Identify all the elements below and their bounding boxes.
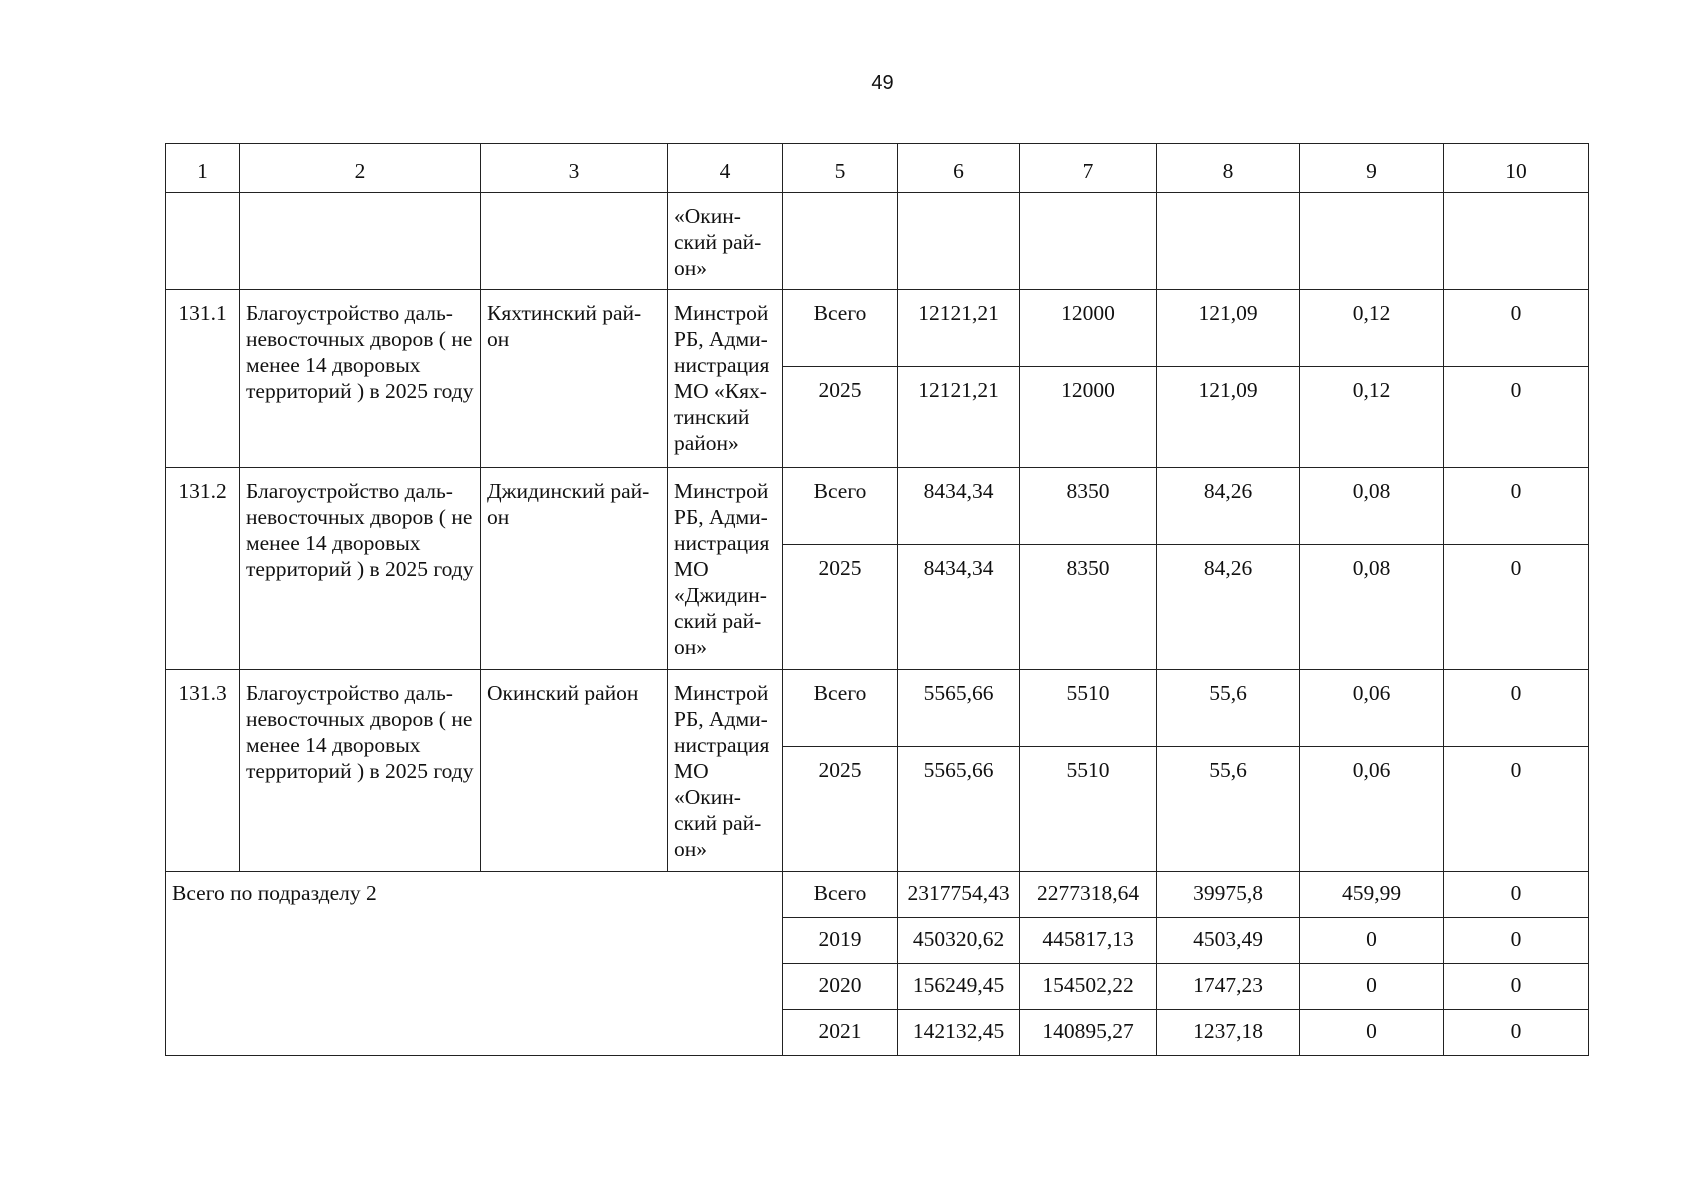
value-cell: 12000	[1020, 290, 1157, 367]
value-cell: 2277318,64	[1020, 872, 1157, 918]
table-row	[166, 468, 1589, 545]
value-cell: 0	[1444, 290, 1589, 367]
period-cell: 2021	[783, 1010, 898, 1056]
value-cell: 445817,13	[1020, 918, 1157, 964]
empty-cell	[240, 193, 481, 290]
period-cell: Всего	[783, 290, 898, 367]
period-cell: 2025	[783, 545, 898, 670]
value-cell: 39975,8	[1157, 872, 1300, 918]
value-cell: 55,6	[1157, 670, 1300, 747]
value-cell: 0	[1444, 918, 1589, 964]
item-number-cell: 131.2	[166, 468, 240, 670]
value-cell: 0	[1444, 1010, 1589, 1056]
summary-row	[166, 872, 1589, 918]
value-cell: 55,6	[1157, 747, 1300, 872]
value-cell: 0	[1444, 872, 1589, 918]
empty-cell	[1157, 193, 1300, 290]
value-cell: 1237,18	[1157, 1010, 1300, 1056]
empty-cell	[1020, 193, 1157, 290]
executor-cell: Минстрой РБ, Адми-нистрация МО «Окин-ский рай-он»	[668, 670, 783, 872]
column-number-cell: 1	[166, 144, 240, 193]
district-cell: Кяхтинский рай-он	[481, 290, 668, 468]
column-number-cell: 7	[1020, 144, 1157, 193]
value-cell: 459,99	[1300, 872, 1444, 918]
value-cell: 0,08	[1300, 468, 1444, 545]
empty-cell	[1444, 193, 1589, 290]
value-cell: 0	[1444, 747, 1589, 872]
value-cell: 450320,62	[898, 918, 1020, 964]
value-cell: 8434,34	[898, 545, 1020, 670]
page-number: 49	[871, 72, 894, 94]
column-number-cell: 9	[1300, 144, 1444, 193]
empty-cell	[166, 193, 240, 290]
value-cell: 12121,21	[898, 290, 1020, 367]
value-cell: 0,08	[1300, 545, 1444, 670]
empty-cell	[898, 193, 1020, 290]
column-number-row	[166, 144, 1589, 193]
column-number-cell: 5	[783, 144, 898, 193]
value-cell: 8434,34	[898, 468, 1020, 545]
empty-cell	[1300, 193, 1444, 290]
period-cell: Всего	[783, 468, 898, 545]
value-cell: 0	[1444, 545, 1589, 670]
value-cell: 156249,45	[898, 964, 1020, 1010]
value-cell: 0	[1300, 1010, 1444, 1056]
item-number-cell: 131.1	[166, 290, 240, 468]
value-cell: 0	[1444, 468, 1589, 545]
value-cell: 12121,21	[898, 367, 1020, 468]
value-cell: 12000	[1020, 367, 1157, 468]
column-number-cell: 8	[1157, 144, 1300, 193]
value-cell: 4503,49	[1157, 918, 1300, 964]
value-cell: 5510	[1020, 747, 1157, 872]
column-number-cell: 2	[240, 144, 481, 193]
district-cell: Окинский район	[481, 670, 668, 872]
value-cell: 84,26	[1157, 468, 1300, 545]
value-cell: 0,12	[1300, 367, 1444, 468]
district-cell: Джидинский рай-он	[481, 468, 668, 670]
value-cell: 154502,22	[1020, 964, 1157, 1010]
value-cell: 0	[1444, 367, 1589, 468]
summary-label: Всего по подразделу 2	[166, 872, 783, 1056]
empty-cell	[783, 193, 898, 290]
value-cell: 121,09	[1157, 367, 1300, 468]
period-cell: Всего	[783, 670, 898, 747]
value-cell: 84,26	[1157, 545, 1300, 670]
value-cell: 5510	[1020, 670, 1157, 747]
value-cell: 0	[1300, 964, 1444, 1010]
item-name-cell: Благоустройство даль-невосточных дворов ( не менее 14 дворовых территорий ) в 2025 году	[240, 468, 481, 670]
executor-cell: Минстрой РБ, Адми-нистрация МО «Джидин-ский рай-он»	[668, 468, 783, 670]
item-name-cell: Благоустройство даль-невосточных дворов ( не менее 14 дворовых территорий ) в 2025 году	[240, 290, 481, 468]
value-cell: 8350	[1020, 545, 1157, 670]
value-cell: 0,06	[1300, 747, 1444, 872]
value-cell: 2317754,43	[898, 872, 1020, 918]
item-number-cell: 131.3	[166, 670, 240, 872]
table-row	[166, 290, 1589, 367]
value-cell: 1747,23	[1157, 964, 1300, 1010]
value-cell: 0,12	[1300, 290, 1444, 367]
value-cell: 8350	[1020, 468, 1157, 545]
item-name-cell: Благоустройство даль-невосточных дворов ( не менее 14 дворовых территорий ) в 2025 году	[240, 670, 481, 872]
value-cell: 0	[1444, 670, 1589, 747]
value-cell: 140895,27	[1020, 1010, 1157, 1056]
column-number-cell: 4	[668, 144, 783, 193]
period-cell: 2020	[783, 964, 898, 1010]
value-cell: 5565,66	[898, 747, 1020, 872]
continuation-row	[166, 193, 1589, 290]
executor-cell: Минстрой РБ, Адми-нистрация МО «Кях-тинский район»	[668, 290, 783, 468]
budget-table	[165, 143, 1589, 1056]
empty-cell	[481, 193, 668, 290]
period-cell: 2025	[783, 747, 898, 872]
value-cell: 121,09	[1157, 290, 1300, 367]
table-row	[166, 670, 1589, 747]
period-cell: 2025	[783, 367, 898, 468]
period-cell: Всего	[783, 872, 898, 918]
column-number-cell: 3	[481, 144, 668, 193]
period-cell: 2019	[783, 918, 898, 964]
value-cell: 0,06	[1300, 670, 1444, 747]
value-cell: 5565,66	[898, 670, 1020, 747]
column-number-cell: 6	[898, 144, 1020, 193]
value-cell: 142132,45	[898, 1010, 1020, 1056]
column-number-cell: 10	[1444, 144, 1589, 193]
value-cell: 0	[1444, 964, 1589, 1010]
executor-cell: «Окин-ский рай-он»	[668, 193, 783, 290]
value-cell: 0	[1300, 918, 1444, 964]
